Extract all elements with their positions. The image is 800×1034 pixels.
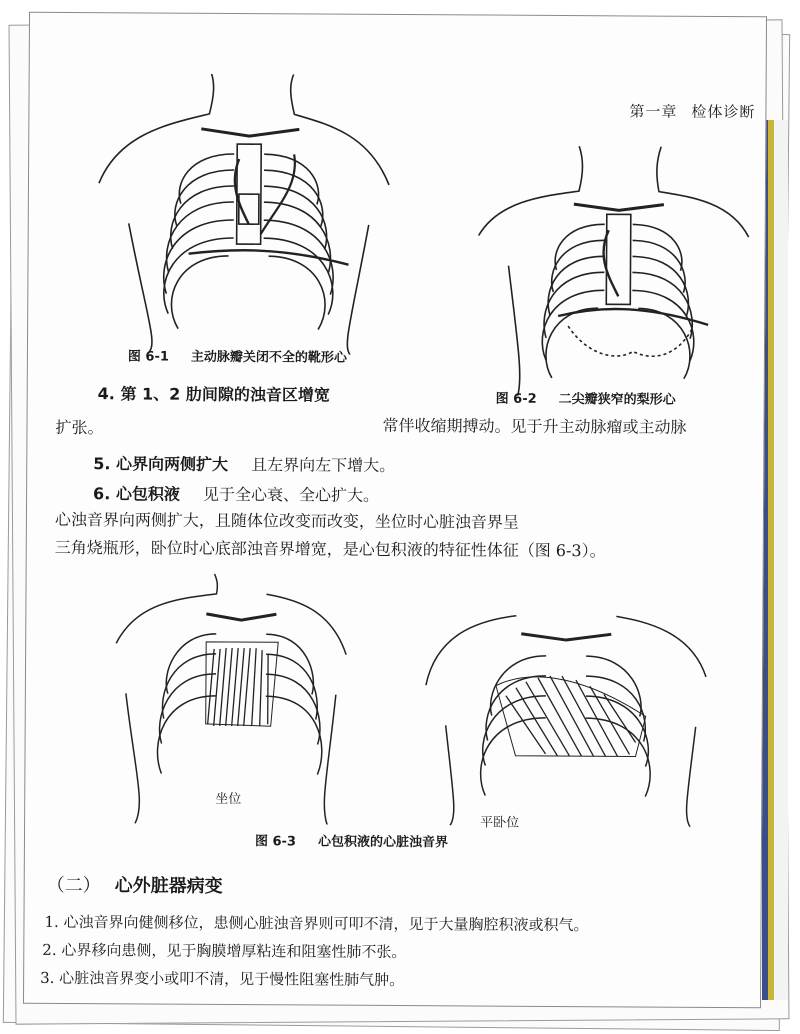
paragraph-4-text: 常伴收缩期搏动。见于升主动脉瘤或主动脉 <box>382 415 687 437</box>
ribs-left-2 <box>542 224 605 378</box>
paragraph-6-title: 6. 心包积液 <box>93 484 180 504</box>
book-spine <box>762 120 788 1000</box>
ribs-left <box>163 154 234 329</box>
figure-6-3-label-sitting: 坐位 <box>215 791 242 808</box>
ribs-right <box>263 154 334 329</box>
page-header <box>629 100 755 122</box>
dullness-hatch-sitting <box>208 648 268 726</box>
section-title: 心外脏器病变 <box>114 875 223 897</box>
figure-6-3-caption <box>255 830 448 850</box>
figure-6-2-illustration <box>468 145 760 397</box>
chest-sitting <box>115 573 347 824</box>
dullness-hatch-supine <box>506 676 636 757</box>
paragraph-6-prev: 见于全心衰、全心扩大。 <box>202 484 380 505</box>
list-item: 2. 心界移向患侧，见于胸膜增厚粘连和阻塞性肺不张。 <box>42 940 407 962</box>
section-heading <box>47 871 223 898</box>
figure-6-3-title: 心包积液的心脏浊音界 <box>317 834 449 851</box>
paragraph-5-text: 且左界向左下增大。 <box>251 455 396 476</box>
section-number: （二） <box>46 874 101 897</box>
figure-6-1-title: 主动脉瓣关闭不全的靴形心 <box>190 349 348 366</box>
paragraph-6-text: 心浊音界向两侧扩大，且随体位改变而改变，坐位时心脏浊音界呈 <box>54 509 520 532</box>
paragraph-4-cont: 扩张。 <box>55 417 104 438</box>
figure-6-2-number: 图 6-2 <box>495 391 537 407</box>
list-item: 3. 心脏浊音界变小或叩不清，见于慢性阻塞性肺气肿。 <box>40 968 405 990</box>
figure-6-1-caption <box>128 345 347 365</box>
chapter-number: 第一章 <box>629 102 678 121</box>
figure-6-3-label-supine: 平卧位 <box>480 815 520 831</box>
book-page <box>23 12 767 1008</box>
paragraph-4-title: 4. 第 1、2 肋间隙的浊音区增宽 <box>97 384 330 405</box>
ribs-right-2 <box>632 224 695 378</box>
chapter-title: 检体诊断 <box>691 102 756 122</box>
paragraph-4 <box>98 381 330 405</box>
figure-6-2-title: 二尖瓣狭窄的梨形心 <box>558 391 676 408</box>
figure-6-1-illustration <box>88 73 410 355</box>
figure-6-3-number: 图 6-3 <box>254 834 297 850</box>
paragraph-5-title: 5. 心界向两侧扩大 <box>93 454 229 474</box>
paragraph-5 <box>93 451 395 476</box>
figure-6-1-number: 图 6-1 <box>127 349 169 365</box>
figure-6-3-illustration <box>105 573 727 827</box>
paragraph-6 <box>93 481 379 506</box>
paragraph-6-cont: 三角烧瓶形，卧位时心底部浊音界增宽，是心包积液的特征性体征（图 6-3）。 <box>54 537 606 561</box>
list-item: 1. 心浊音界向健侧移位，患侧心脏浊音界则可叩不清，见于大量胸腔积液或积气。 <box>44 912 589 935</box>
figure-6-2-caption <box>496 388 676 408</box>
chest-supine <box>425 615 706 827</box>
